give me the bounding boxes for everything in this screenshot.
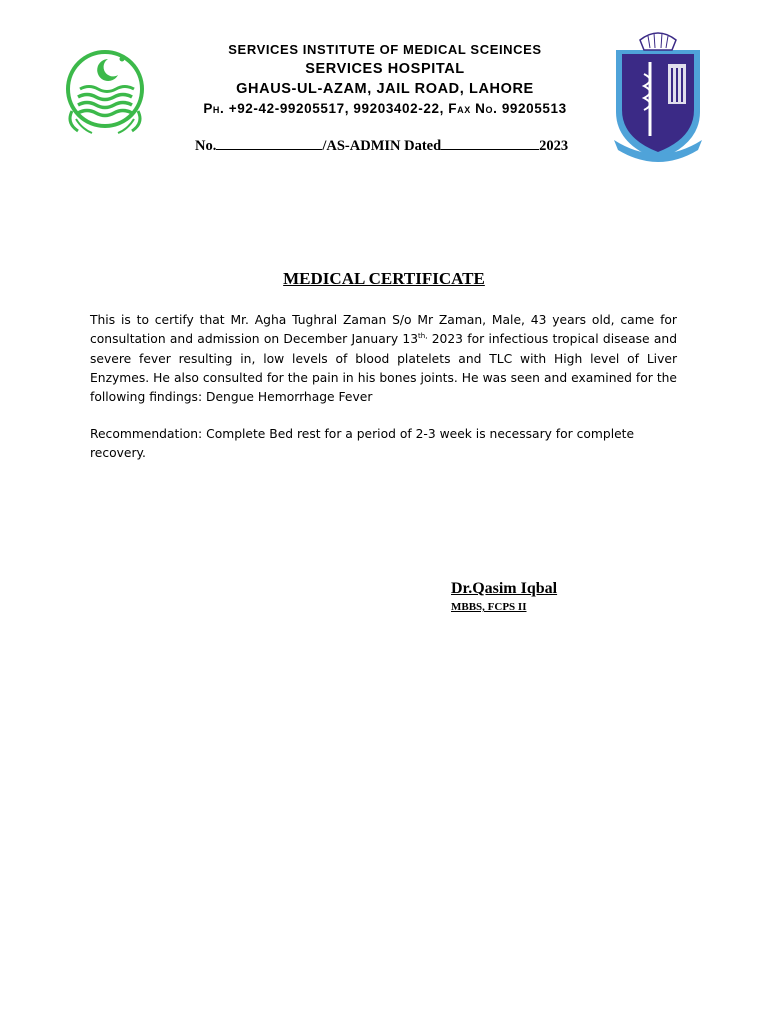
date-ordinal-suffix: th, — [418, 332, 428, 341]
reference-year: 2023 — [539, 138, 569, 154]
certificate-body-paragraph — [90, 311, 677, 407]
body-text-part-2: 2023 for infectious tropical disease and severe fever resulting in, low levels of blood platelets and TLC with High level of Liver Enzymes. He also consulted for the pain in his bones joints. He was seen and examined for the following findings: Dengue Hemorrhage Fever — [90, 332, 677, 405]
doctor-qualification: MBBS, FCPS II — [451, 601, 527, 613]
reference-line — [195, 137, 595, 155]
services-institute-crest-icon — [610, 28, 706, 166]
hospital-name: SERVICES HOSPITAL — [305, 61, 465, 77]
reference-number-blank — [216, 137, 322, 150]
government-of-punjab-seal-icon — [62, 45, 148, 137]
recommendation-paragraph: Recommendation: Complete Bed rest for a period of 2-3 week is necessary for complete recovery. — [90, 427, 635, 461]
body-text-part-1: This is to certify that Mr. Agha Tughral Zaman S/o Mr Zaman, Male, 43 years old, came for consultation and admission on December January 13 — [90, 313, 677, 347]
doctor-name: Dr.Qasim Iqbal — [451, 580, 558, 597]
hospital-address: GHAUS-UL-AZAM, JAIL ROAD, LAHORE — [236, 81, 534, 97]
contact-numbers: Ph. +92-42-99205517, 99203402-22, Fax No. 99205513 — [203, 101, 567, 116]
certificate-title: MEDICAL CERTIFICATE — [283, 269, 485, 288]
reference-dated-label: /AS-ADMIN Dated — [322, 138, 442, 154]
reference-number-label: No. — [195, 138, 217, 154]
date-blank — [441, 137, 539, 150]
institute-name: SERVICES INSTITUTE OF MEDICAL SCEINCES — [228, 42, 542, 57]
